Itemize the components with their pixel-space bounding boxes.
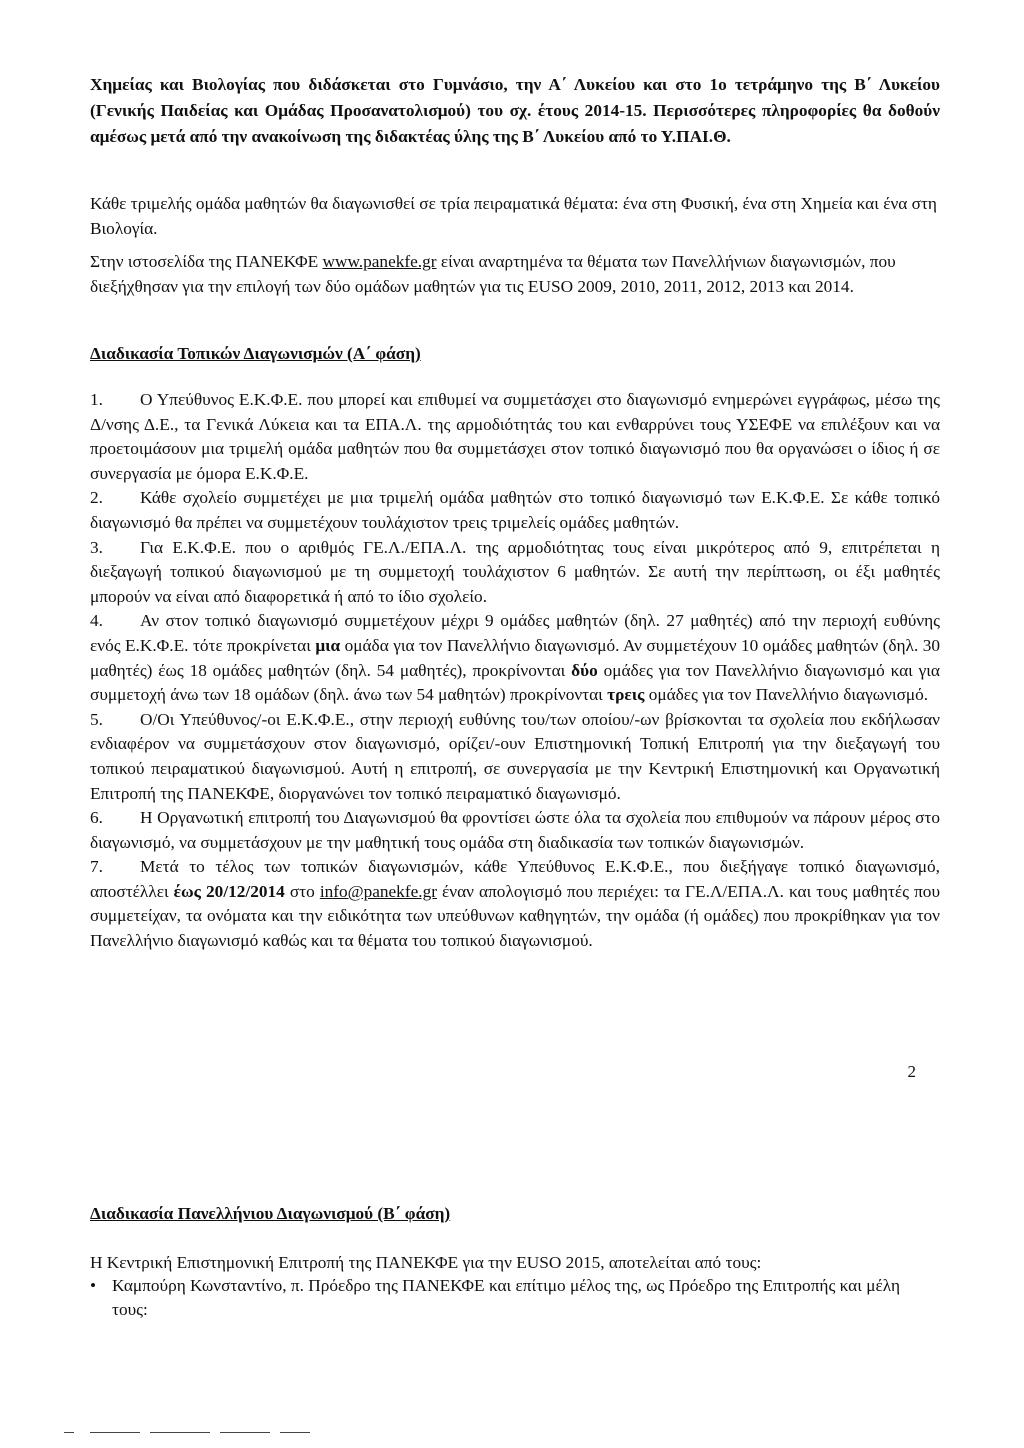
committee-paragraph: Η Κεντρική Επιστημονική Επιτροπή της ΠΑΝΕΚΦΕ για την EUSO 2015, αποτελείται από τους: [90, 1253, 762, 1272]
item-text: Η Οργανωτική επιτροπή του Διαγωνισμού θα φροντίσει ώστε όλα τα σχολεία που επιθυμούν να πάρουν μέρος στο διαγωνισμό, να συμμετάσχουν με την μαθητική τους ομάδα στη διαδικασία των τοπικών διαγωνισμών. [90, 808, 940, 852]
panekfe-link[interactable]: www.panekfe.gr [322, 252, 437, 271]
footer-rule [64, 1432, 74, 1433]
item-text: έναν απολογισμό που περιέχει: τα ΓΕ.Λ/ΕΠΑ.Λ. και τους μαθητές που συμμετείχαν, τα ονόματα και την ειδικότητα των υπεύθυνων καθηγητών, την ομάδα (ή ομάδες) που προκρίθηκαν για τον Πανελλήνιο διαγωνισμό καθώς και τα θέματα του τοπικού διαγωνισμού. [90, 881, 941, 951]
list-item [90, 855, 940, 953]
intro-text-a: Χημείας και Βιολογίας που διδάσκεται στο Γυμνάσιο, την Α΄ Λυκείου και στο 1ο τετράμηνο της Β΄ Λυκείου (Γενικής Παιδείας και Ομάδας Προσανατολισμού) του σχ. έτους 2014-15. [90, 75, 940, 120]
item-emphasis: έως 20/12/2014 [173, 881, 285, 901]
footer-rule [150, 1432, 210, 1433]
intro-text-b: Περισσότερες πληροφορίες θα δοθούν αμέσως μετά από την ανακοίνωση της διδακτέας ύλης της Β΄ Λυκείου από το Υ.ΠΑΙ.Θ. [90, 101, 940, 146]
footer-rule [220, 1432, 270, 1433]
item-number: 7. [90, 857, 103, 877]
list-item [90, 536, 940, 610]
list-item [90, 388, 940, 486]
item-emphasis: μια [315, 635, 341, 655]
item-emphasis: δύο [571, 660, 598, 680]
item-text: ομάδες για τον Πανελλήνιο διαγωνισμό και για συμμετοχή άνω των 18 ομάδων (δηλ. άνω των 54 μαθητών) προκρίνονται [90, 660, 940, 705]
list-item: • Καμπούρη Κωνσταντίνο, π. Πρόεδρο της ΠΑΝΕΚΦΕ και επίτιμο μέλος της, ως Πρόεδρο της Επιτροπής και μέλη τους: [90, 1274, 940, 1322]
list-item [90, 486, 940, 535]
item-text: Κάθε σχολείο συμμετέχει με μια τριμελή ομάδα μαθητών στο τοπικό διαγωνισμό των Ε.Κ.Φ.Ε. Σε κάθε τοπικό διαγωνισμό θα πρέπει να συμμετέχουν τουλάχιστον τρεις τριμελείς ομάδες μαθητών. [90, 488, 940, 532]
local-phase-heading: Διαδικασία Τοπικών Διαγωνισμών (Α΄ φάση) [90, 344, 421, 363]
website-paragraph [90, 249, 940, 299]
item-number: 6. [90, 808, 103, 828]
email-link[interactable]: info@panekfe.gr [319, 881, 437, 901]
item-text: Για Ε.Κ.Φ.Ε. που ο αριθμός ΓΕ.Λ./ΕΠΑ.Λ. της αρμοδιότητας τους είναι μικρότερος από 9, επιτρέπεται η διεξαγωγή τοπικού διαγωνισμού με τη συμμετοχή τουλάχιστον 6 μαθητών. Σε αυτή την περίπτωση, οι έξι μαθητές μπορούν να είναι από διαφορετικά ή από το ίδιο σχολείο. [90, 537, 940, 606]
item-emphasis: τρεις [607, 685, 645, 705]
item-text: στο [284, 881, 320, 901]
item-number: 2. [90, 488, 103, 508]
item-text: Αν στον τοπικό διαγωνισμό συμμετέχουν μέχρι 9 ομάδες μαθητών (δηλ. 27 μαθητές) από την περιοχή ευθύνης ενός Ε.Κ.Φ.Ε. τότε προκρίνεται [90, 611, 940, 655]
item-number: 3. [90, 537, 103, 557]
intro-paragraph [90, 72, 940, 150]
list-item [90, 708, 940, 806]
list-item [90, 806, 940, 855]
item-text: Ο Υπεύθυνος Ε.Κ.Φ.Ε. που μπορεί και επιθυμεί να συμμετάσχει στο διαγωνισμό ενημερώνει εγγράφως, μέσω της Δ/νσης Δ.Ε., τα Γενικά Λύκεια και τα ΕΠΑ.Λ. της αρμοδιότητάς του και ενθαρρύνει τους ΥΣΕΦΕ να επιλέξουν και να προετοιμάσουν μια τριμελή ομάδα μαθητών που θα συμμετάσχει στον τοπικό διαγωνισμό που θα οργανώσει ο ίδιος ή σε συνεργασία με όμορα Ε.Κ.Φ.Ε. [90, 390, 940, 483]
item-number: 1. [90, 390, 103, 409]
website-text-pre: Στην ιστοσελίδα της ΠΑΝΕΚΦΕ [90, 252, 323, 271]
page-number: 2 [907, 1062, 916, 1081]
item-text: ομάδα για τον Πανελλήνιο διαγωνισμό. Αν συμμετέχουν 10 ομάδες μαθητών (δηλ. 30 μαθητές) έως 18 ομάδες μαθητών (δηλ. 54 μαθητές), προκρίνονται [90, 635, 940, 680]
committee-list [90, 1274, 940, 1322]
local-procedure-list [90, 388, 940, 954]
footer-rule [90, 1432, 140, 1433]
national-phase-heading: Διαδικασία Πανελλήνιου Διαγωνισμού (Β΄ φάση) [90, 1204, 451, 1223]
footer-rule [280, 1432, 310, 1433]
teams-paragraph: Κάθε τριμελής ομάδα μαθητών θα διαγωνισθεί σε τρία πειραματικά θέματα: ένα στη Φυσική, ένα στη Χημεία και ένα στη Βιολογία. [90, 194, 937, 238]
list-item [90, 609, 940, 707]
item-text: Ο/Οι Υπεύθυνος/-οι Ε.Κ.Φ.Ε., στην περιοχή ευθύνης του/των οποίου/-ων βρίσκονται τα σχολεία που εκδήλωσαν ενδιαφέρον να συμμετάσχουν στον διαγωνισμό, ορίζει/-ουν Επιστημονική Τοπική Επιτροπή για την διεξαγωγή του τοπικού πειραματικού διαγωνισμού. Αυτή η επιτροπή, σε συνεργασία με την Κεντρική Επιστημονική και Οργανωτική Επιτροπή της ΠΑΝΕΚΦΕ, διοργανώνει τον τοπικό πειραματικό διαγωνισμό. [90, 709, 940, 803]
item-number: 4. [90, 611, 103, 631]
website-text-post: είναι αναρτημένα τα θέματα των Πανελλήνιων διαγωνισμών, που διεξήχθησαν για την επιλογή των δύο ομάδων μαθητών για τις EUSO 2009, 2010, 2011, 2012, 2013 και 2014. [90, 252, 896, 296]
item-text: ομάδες για τον Πανελλήνιο διαγωνισμό. [644, 685, 929, 705]
item-number: 5. [90, 709, 103, 729]
item-text: Μετά το τέλος των τοπικών διαγωνισμών, κάθε Υπεύθυνος Ε.Κ.Φ.Ε., που διεξήγαγε τοπικό διαγωνισμό, αποστέλλει [90, 857, 940, 901]
